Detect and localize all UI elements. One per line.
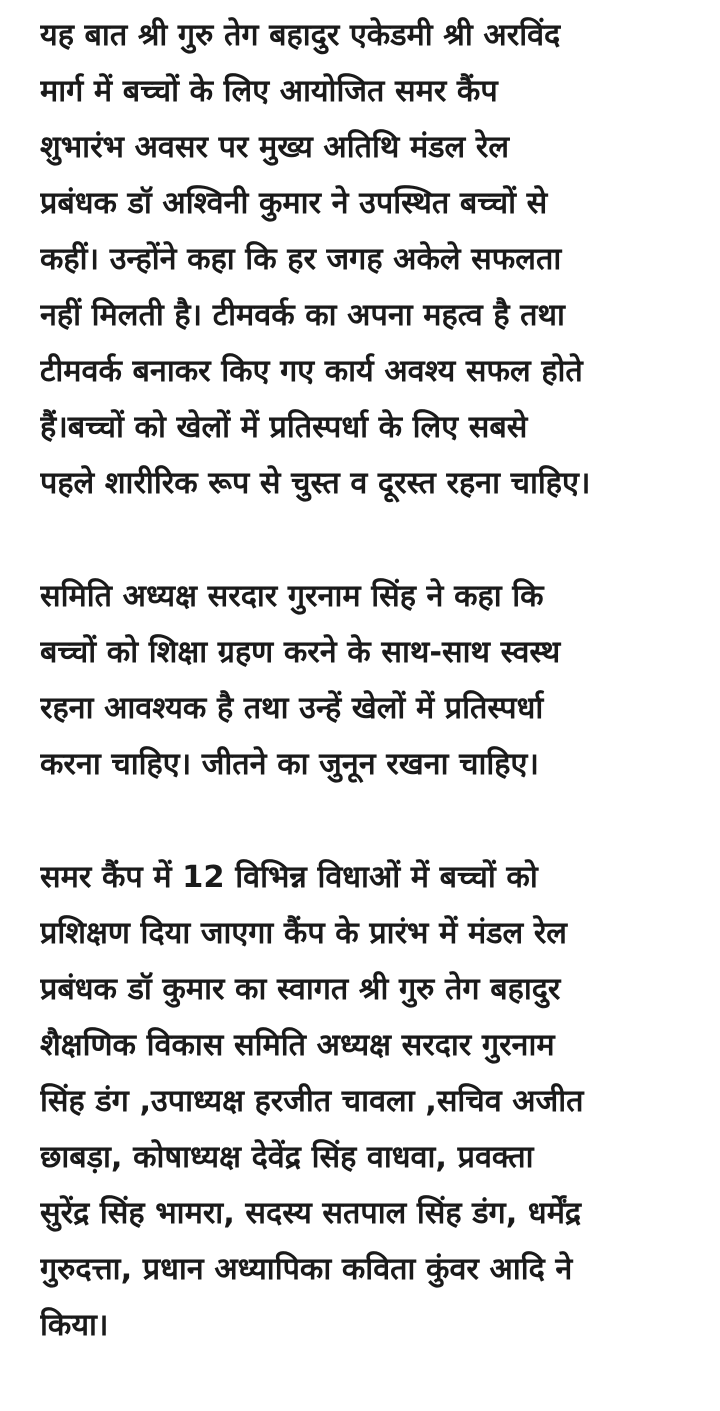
text-line: करना चाहिए। जीतने का जुनून रखना चाहिए। — [40, 747, 539, 782]
article-body — [40, 8, 700, 1411]
paragraph-1 — [40, 8, 700, 512]
text-line: प्रबंधक डॉ अश्विनी कुमार ने उपस्थित बच्चों से — [40, 186, 548, 221]
text-line: सिंह डंग ,उपाध्यक्ष हरजीत चावला ,सचिव अजीत — [40, 1084, 584, 1119]
text-line: कहीं। उन्होंने कहा कि हर जगह अकेले सफलता — [40, 242, 562, 277]
text-line: प्रबंधक डॉ कुमार का स्वागत श्री गुरु तेग बहादुर — [40, 972, 561, 1007]
text-line: मार्ग में बच्चों के लिए आयोजित समर कैंप — [40, 74, 498, 109]
text-line: यह बात श्री गुरु तेग बहादुर एकेडमी श्री अरविंद — [40, 18, 561, 53]
text-line: किया। — [40, 1308, 109, 1343]
text-line: हैं।बच्चों को खेलों में प्रतिस्पर्धा के लिए सबसे — [40, 410, 528, 445]
text-line: प्रशिक्षण दिया जाएगा कैंप के प्रारंभ में मंडल रेल — [40, 916, 567, 951]
text-line: सुरेंद्र सिंह भामरा, सदस्य सतपाल सिंह डंग, धर्मेंद्र — [40, 1196, 582, 1231]
text-line: रहना आवश्यक है तथा उन्हें खेलों में प्रतिस्पर्धा — [40, 691, 544, 726]
text-line: पहले शारीरिक रूप से चुस्त व दूरस्त रहना चाहिए। — [40, 466, 591, 501]
paragraph-2 — [40, 569, 700, 793]
text-line: गुरुदत्ता, प्रधान अध्यापिका कविता कुंवर आदि ने — [40, 1252, 573, 1287]
text-line: टीमवर्क बनाकर किए गए कार्य अवश्य सफल होते — [40, 354, 583, 389]
text-line: छाबड़ा, कोषाध्यक्ष देवेंद्र सिंह वाधवा, प्रवक्ता — [40, 1140, 534, 1175]
text-line: शुभारंभ अवसर पर मुख्य अतिथि मंडल रेल — [40, 130, 509, 165]
text-line: बच्चों को शिक्षा ग्रहण करने के साथ-साथ स्वस्थ — [40, 635, 561, 670]
paragraph-3 — [40, 850, 700, 1354]
text-line: नहीं मिलती है। टीमवर्क का अपना महत्व है तथा — [40, 298, 565, 333]
text-line: समिति अध्यक्ष सरदार गुरनाम सिंह ने कहा कि — [40, 579, 544, 614]
text-line: समर कैंप में 12 विभिन्न विधाओं में बच्चों को — [40, 860, 538, 895]
text-line: शैक्षणिक विकास समिति अध्यक्ष सरदार गुरनाम — [40, 1028, 555, 1063]
